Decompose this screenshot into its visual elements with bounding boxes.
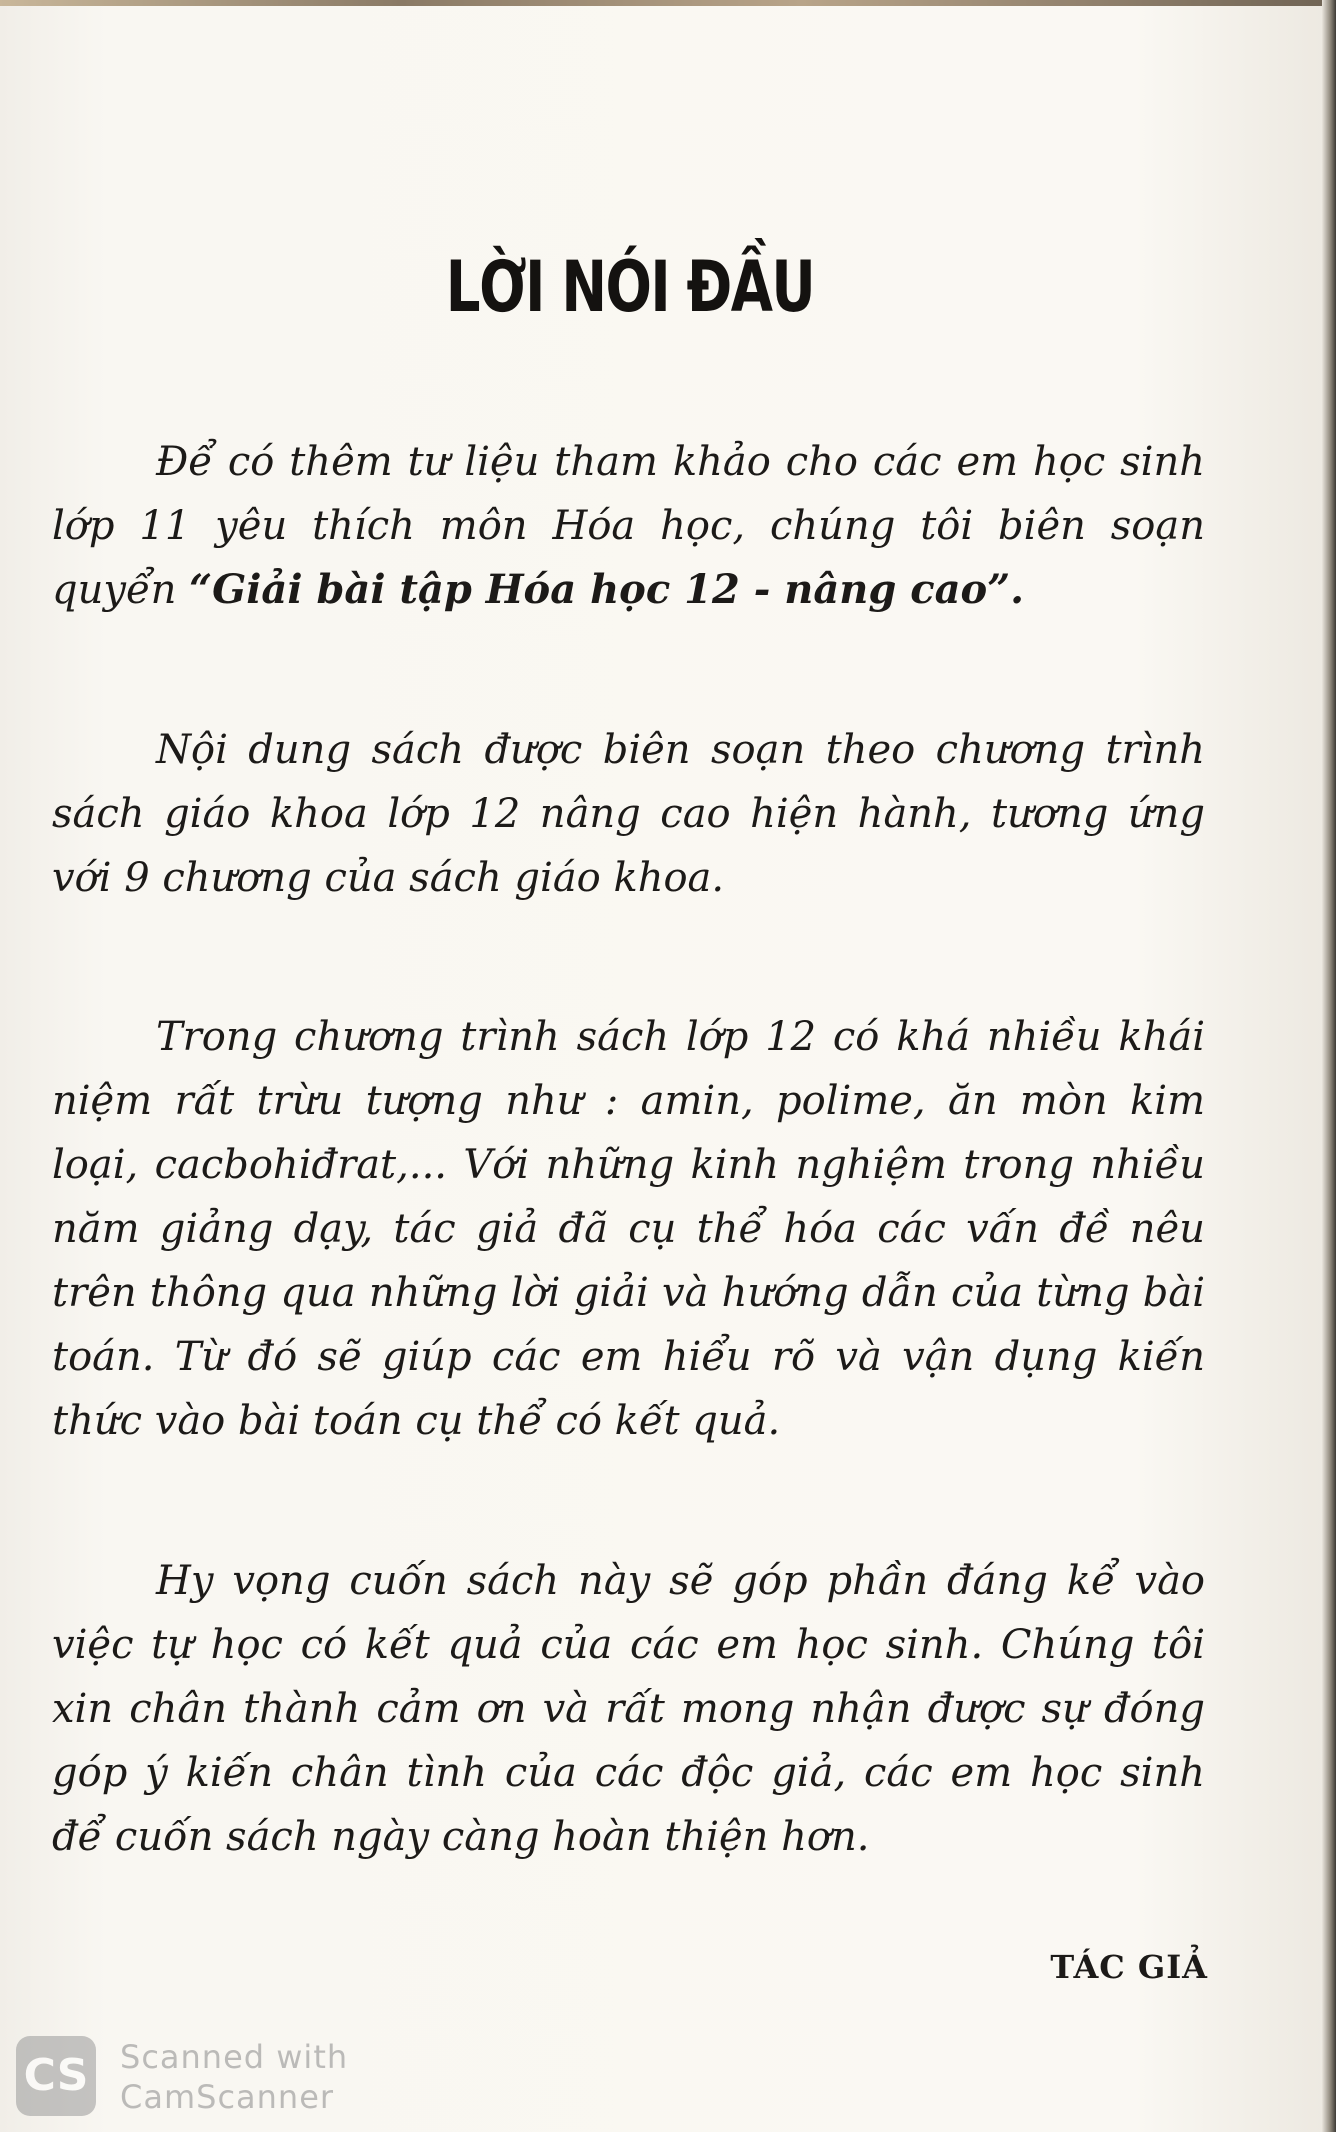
paragraph-closing (52, 1549, 1205, 1869)
book-title-quote: “Giải bài tập Hóa học 12 - nâng cao”. (189, 566, 1025, 613)
watermark-line-2: CamScanner (120, 2078, 335, 2116)
page-right-edge (1322, 0, 1336, 2132)
paragraph-intro (52, 430, 1205, 622)
paragraph-content-text: Nội dung sách được biên soạn theo chương trình sách giáo khoa lớp 12 nâng cao hiện hành, tương ứng với 9 chương của sách giáo khoa. (52, 727, 1205, 901)
camscanner-logo-icon: CS (16, 2036, 96, 2116)
paragraph-content (52, 718, 1205, 910)
paragraph-concepts-text: Trong chương trình sách lớp 12 có khá nhiều khái niệm rất trừu tượng như : amin, polime, ăn mòn kim loại, cacbohiđrat,... Với những kinh nghiệm trong nhiều năm giảng dạy, tác giả đã cụ thể hóa các vấn đề nêu trên thông qua những lời giải và hướng dẫn của từng bài toán. Từ đó sẽ giúp các em hiểu rõ và vận dụng kiến thức vào bài toán cụ thể có kết quả. (52, 1014, 1205, 1444)
watermark-line-1: Scanned with (120, 2038, 349, 2076)
page-top-edge (0, 0, 1336, 6)
paragraph-intro-text: Để có thêm tư liệu tham khảo cho các em học sinh lớp 11 yêu thích môn Hóa học, chúng tôi biên soạn quyển (52, 439, 1205, 613)
paragraph-concepts (52, 1005, 1205, 1453)
author-signature: TÁC GIẢ (1050, 1948, 1208, 1986)
camscanner-watermark (16, 2036, 356, 2116)
page-title: LỜI NÓI ĐẦU (445, 246, 815, 328)
paragraph-closing-text: Hy vọng cuốn sách này sẽ góp phần đáng kể vào việc tự học có kết quả của các em học sinh. Chúng tôi xin chân thành cảm ơn và rất mong nhận được sự đóng góp ý kiến chân tình của các độc giả, các em học sinh để cuốn sách ngày càng hoàn thiện hơn. (52, 1558, 1205, 1860)
